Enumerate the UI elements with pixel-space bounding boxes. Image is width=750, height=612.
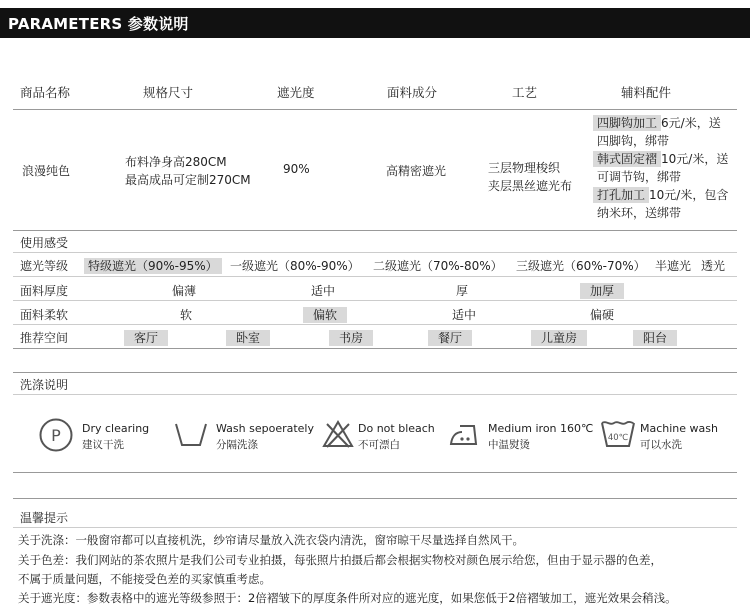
wash-item-en: Wash sepoerately: [216, 422, 315, 435]
col-header-shading: 遮光度: [277, 85, 315, 100]
divider: [13, 498, 737, 499]
accessory-line: 四脚钩，绑带: [597, 134, 670, 148]
iron-icon: [448, 420, 482, 448]
divider: [13, 348, 737, 349]
col-header-craft: 工艺: [512, 85, 538, 100]
softness-option: 适中: [452, 308, 477, 322]
wash-item-en: Dry clearing: [82, 422, 150, 435]
wash-item-cn: 可以水洗: [640, 439, 682, 451]
col-header-accessories: 辅料配件: [621, 85, 672, 100]
wash-item-cn: 不可漂白: [358, 439, 400, 451]
tips-title: 温馨提示: [20, 511, 69, 525]
shading-option: 二级遮光（70%-80%）: [373, 259, 503, 273]
divider: [13, 394, 737, 395]
thickness-option: 加厚: [580, 282, 624, 299]
divider: [13, 472, 737, 473]
accessory-line: 四脚钩加工 6元/米，送: [593, 114, 721, 131]
shading-level-label: 遮光等级: [20, 259, 69, 273]
thickness-label: 面料厚度: [20, 284, 69, 298]
wash-item-cn: 中温熨烫: [488, 439, 530, 451]
tip-line: 关于色差：我们网站的茶农照片是我们公司专业拍摄，每张照片拍摄后都会根据实物校对颜色展示给您，但由于显示器的色差，: [18, 553, 662, 567]
space-option: 客厅: [124, 329, 168, 346]
space-option: 书房: [329, 329, 373, 346]
softness-option: 偏软: [303, 306, 347, 323]
wash-item-cn: 分隔洗涤: [216, 439, 258, 451]
craft-line1: 三层物理梭织: [488, 161, 561, 175]
tip-line: 关于遮光度：参数表格中的遮光等级参照于：2倍褶皱下的厚度条件所对应的遮光度，如果您低于2倍褶皱加工，遮光效果会稍浅。: [18, 591, 677, 605]
divider: [13, 276, 737, 277]
col-header-size: 规格尺寸: [143, 85, 194, 100]
space-option: 儿童房: [531, 329, 587, 346]
divider: [13, 300, 737, 301]
divider: [13, 527, 737, 528]
product-name: 浪漫纯色: [22, 164, 71, 178]
accessory-line: 纳米环，送绑带: [597, 206, 682, 220]
wash-item-en: Do not bleach: [358, 422, 435, 435]
divider: [13, 372, 737, 373]
space-option: 卧室: [226, 329, 270, 346]
col-header-name: 商品名称: [20, 85, 71, 100]
craft-line2: 夹层黑丝遮光布: [488, 179, 573, 193]
tip-line: 关于洗涤：一般窗帘都可以直接机洗，纱帘请尽量放入洗衣袋内清洗，窗帘晾干尽量选择自然风干。: [18, 533, 524, 547]
wash-item-en: Machine wash: [640, 422, 718, 435]
size-line2: 最高成品可定制270CM: [125, 173, 251, 187]
space-label: 推荐空间: [20, 331, 69, 345]
thickness-option: 适中: [311, 284, 336, 298]
shading-option: 一级遮光（80%-90%）: [230, 259, 360, 273]
shading-option: 特级遮光（90%-95%）: [84, 257, 222, 274]
softness-option: 软: [180, 308, 193, 322]
svg-text:P: P: [51, 426, 61, 445]
space-option: 餐厅: [428, 329, 472, 346]
shading-option: 半遮光: [655, 259, 692, 273]
softness-option: 偏硬: [590, 308, 615, 322]
wash-item-cn: 建议干洗: [82, 439, 124, 451]
shading-value: 90%: [283, 162, 310, 176]
page-title: PARAMETERS 参数说明: [8, 15, 189, 33]
shading-option: 透光: [701, 259, 726, 273]
wash-separately-icon: [174, 421, 208, 449]
tub-temperature: 40℃: [607, 433, 629, 443]
experience-title: 使用感受: [20, 236, 69, 250]
washing-title: 洗涤说明: [20, 378, 69, 392]
thickness-option: 厚: [456, 284, 469, 298]
divider: [13, 109, 737, 110]
thickness-option: 偏薄: [172, 284, 197, 298]
machine-wash-icon: [600, 419, 636, 449]
wash-item-en: Medium iron 160℃: [488, 422, 594, 435]
divider: [13, 252, 737, 253]
dry-clean-icon: [38, 417, 74, 453]
space-option: 阳台: [633, 329, 677, 346]
divider: [13, 324, 737, 325]
col-header-fabric: 面料成分: [387, 85, 438, 100]
size-line1: 布料净身高280CM: [125, 155, 227, 169]
accessory-line: 打孔加工 10元/米，包含: [593, 186, 728, 203]
fabric-value: 高精密遮光: [386, 164, 447, 178]
accessory-line: 韩式固定褶 10元/米，送: [593, 150, 728, 167]
shading-option: 三级遮光（60%-70%）: [516, 259, 646, 273]
tip-line: 不属于质量问题，不能接受色差的买家慎重考虑。: [18, 572, 271, 586]
divider: [13, 230, 737, 231]
no-bleach-icon: [322, 419, 354, 449]
softness-label: 面料柔软: [20, 308, 69, 322]
accessory-line: 可调节钩，绑带: [597, 170, 682, 184]
